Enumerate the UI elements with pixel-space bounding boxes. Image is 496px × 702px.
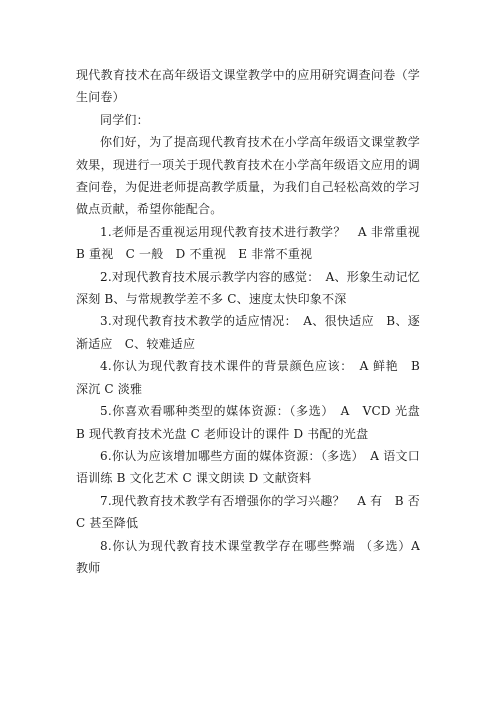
- question-6: 6.你认为应该增加哪些方面的媒体资源：（多选） A 语文口语训练 B 文化艺术 C 课文朗读 D 文献资料: [76, 448, 420, 486]
- document-body: [76, 64, 433, 579]
- question-7: 7.现代教育技术教学有否增强你的学习兴趣？ A 有 B 否 C 甚至降低: [76, 493, 433, 531]
- question-2: 2.对现代教育技术展示教学内容的感觉： A、形象生动记忆深刻 B、与常规教学差不多 C、速度太快印象不深: [76, 269, 420, 307]
- question-8: 8.你认为现代教育技术课堂教学存在哪些弊端 （多选）A 教师: [76, 538, 420, 575]
- greeting: 同学们：: [100, 112, 149, 127]
- question-5: 5.你喜欢看哪种类型的媒体资源：（多选） A VCD 光盘 B 现代教育技术光盘 C 老师设计的课件 D 书配的光盘: [76, 404, 433, 441]
- question-4: 4.你认为现代教育技术课件的背景颜色应该： A 鲜艳 B 深沉 C 淡雅: [76, 359, 420, 396]
- intro-paragraph: 你们好，为了提高现代教育技术在小学高年级语文课堂教学效果，现进行一项关于现代教育技术在小学高年级语文应用的调查问卷，为促进老师提高教学质量，为我们自己轻松高效的学习做点贡献，希望你能配合。: [76, 135, 420, 217]
- question-3: 3.对现代教育技术教学的适应情况： A、很快适应 B、逐渐适应 C、较难适应: [76, 314, 420, 351]
- question-1: 1.老师是否重视运用现代教育技术进行教学？ A 非常重视 B 重视 C 一般 D 不重视 E 非常不重视: [76, 224, 420, 262]
- document-title: 现代教育技术在高年级语文课堂教学中的应用研究调查问卷（学生问卷）: [76, 68, 420, 105]
